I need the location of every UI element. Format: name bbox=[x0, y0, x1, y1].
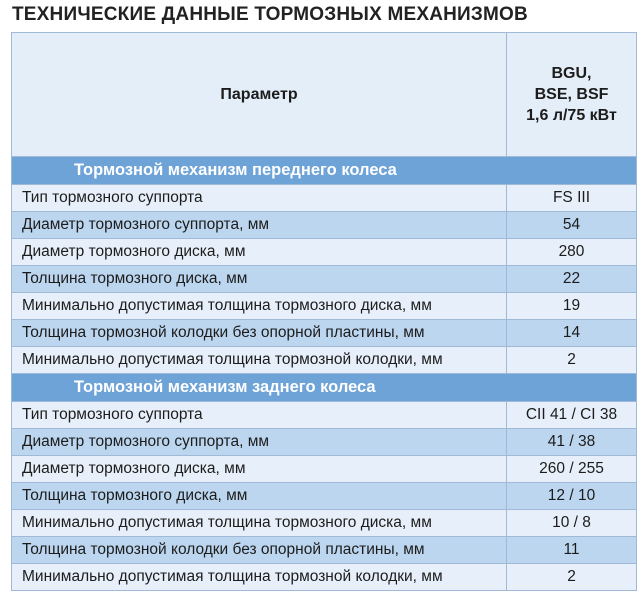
value-cell: 260 / 255 bbox=[507, 456, 637, 483]
table-row bbox=[12, 320, 637, 347]
table-row bbox=[12, 564, 637, 591]
value-cell: 2 bbox=[507, 347, 637, 374]
parameter-cell: Минимально допустимая толщина тормозной колодки, мм bbox=[12, 564, 507, 591]
value-cell: FS III bbox=[507, 185, 637, 212]
table-row bbox=[12, 293, 637, 320]
table-row bbox=[12, 537, 637, 564]
table-row bbox=[12, 510, 637, 537]
value-cell: 280 bbox=[507, 239, 637, 266]
parameter-cell: Тип тормозного суппорта bbox=[12, 185, 507, 212]
parameter-cell: Диаметр тормозного суппорта, мм bbox=[12, 212, 507, 239]
parameter-cell: Диаметр тормозного диска, мм bbox=[12, 239, 507, 266]
parameter-cell: Толщина тормозного диска, мм bbox=[12, 483, 507, 510]
value-cell: 19 bbox=[507, 293, 637, 320]
table-row bbox=[12, 456, 637, 483]
model-line-3: 1,6 л/75 кВт bbox=[526, 107, 617, 124]
parameter-column-header: Параметр bbox=[12, 33, 507, 157]
table-row bbox=[12, 402, 637, 429]
value-cell: 14 bbox=[507, 320, 637, 347]
value-cell: 10 / 8 bbox=[507, 510, 637, 537]
parameter-cell: Тип тормозного суппорта bbox=[12, 402, 507, 429]
section-title-rear: Тормозной механизм заднего колеса bbox=[12, 374, 637, 402]
parameter-cell: Минимально допустимая толщина тормозного диска, мм bbox=[12, 293, 507, 320]
table-row bbox=[12, 266, 637, 293]
value-cell: 11 bbox=[507, 537, 637, 564]
table-row bbox=[12, 185, 637, 212]
value-cell: 54 bbox=[507, 212, 637, 239]
value-cell: 12 / 10 bbox=[507, 483, 637, 510]
parameter-cell: Минимально допустимая толщина тормозной колодки, мм bbox=[12, 347, 507, 374]
table-row bbox=[12, 239, 637, 266]
table-row bbox=[12, 429, 637, 456]
table-row bbox=[12, 347, 637, 374]
value-cell: 2 bbox=[507, 564, 637, 591]
value-cell: CII 41 / CI 38 bbox=[507, 402, 637, 429]
parameter-cell: Диаметр тормозного диска, мм bbox=[12, 456, 507, 483]
parameter-cell: Толщина тормозного диска, мм bbox=[12, 266, 507, 293]
table-row bbox=[12, 483, 637, 510]
brake-specs-table bbox=[11, 32, 637, 591]
section-title-front: Тормозной механизм переднего колеса bbox=[12, 157, 637, 185]
table-row bbox=[12, 212, 637, 239]
parameter-cell: Диаметр тормозного суппорта, мм bbox=[12, 429, 507, 456]
model-column-header bbox=[507, 33, 637, 157]
page-title: ТЕХНИЧЕСКИЕ ДАННЫЕ ТОРМОЗНЫХ МЕХАНИЗМОВ bbox=[12, 4, 528, 25]
value-cell: 22 bbox=[507, 266, 637, 293]
parameter-cell: Толщина тормозной колодки без опорной пластины, мм bbox=[12, 537, 507, 564]
section-header-front bbox=[12, 157, 637, 185]
model-line-1: BGU, bbox=[551, 65, 592, 82]
table-header-row bbox=[12, 33, 637, 157]
parameter-cell: Толщина тормозной колодки без опорной пластины, мм bbox=[12, 320, 507, 347]
value-cell: 41 / 38 bbox=[507, 429, 637, 456]
parameter-cell: Минимально допустимая толщина тормозного диска, мм bbox=[12, 510, 507, 537]
model-line-2: BSE, BSF bbox=[534, 86, 609, 103]
section-header-rear bbox=[12, 374, 637, 402]
